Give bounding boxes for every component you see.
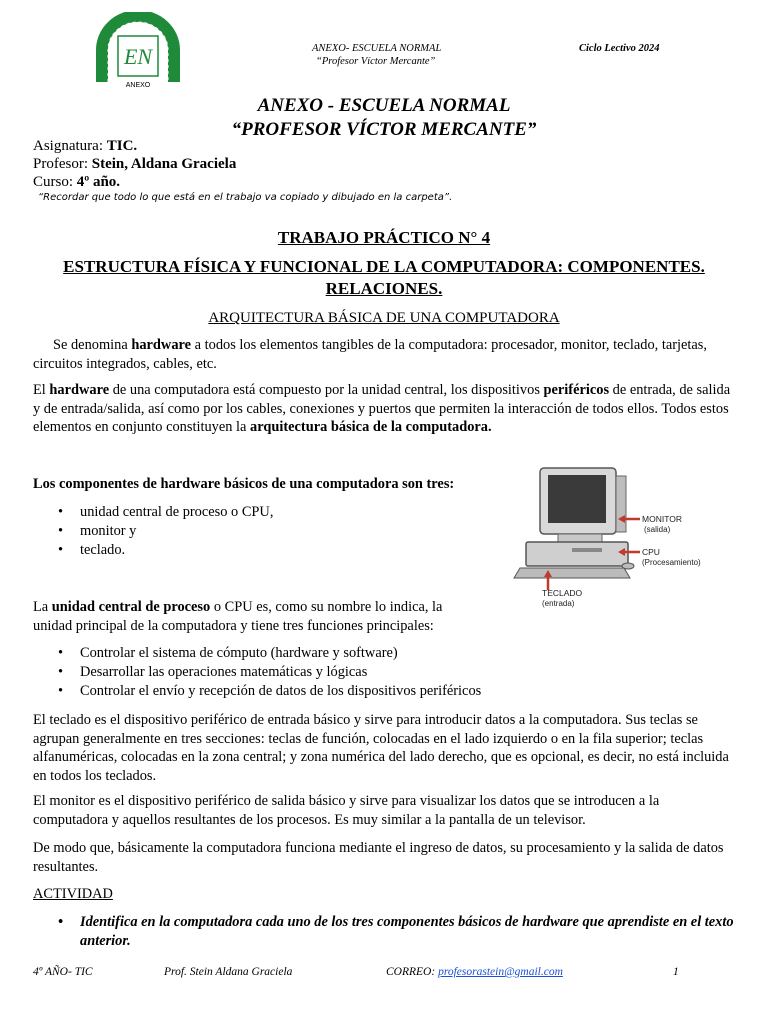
label-teclado: TECLADO bbox=[542, 588, 583, 598]
paragraph-monitor: El monitor es el dispositivo periférico de salida básico y sirve para visualizar los datos que se introducen a la computadora y aquellos resultantes de los procesos. Es muy similar a la pantalla de un televisor. bbox=[33, 793, 660, 828]
school-logo bbox=[92, 12, 184, 90]
computer-diagram bbox=[512, 462, 734, 614]
footer-course: 4º AÑO- TIC bbox=[33, 966, 93, 978]
components-list bbox=[58, 503, 273, 560]
logo-anexo: ANEXO bbox=[125, 82, 151, 89]
page-title-line1: ANEXO - ESCUELA NORMAL bbox=[257, 95, 511, 116]
list-item: • Controlar el envío y recepción de datos de los dispositivos periféricos bbox=[58, 682, 481, 701]
info-note: “Recordar que todo lo que está en el trabajo va copiado y dibujado en la carpeta”. bbox=[38, 192, 453, 203]
label-teclado-sub: (entrada) bbox=[542, 599, 575, 608]
list-item: • Identifica en la computadora cada uno de los tres componentes básicos de hardware que aprendiste en el texto anterior. bbox=[58, 913, 734, 951]
paragraph-cpu: La unidad central de proceso o CPU es, como su nombre lo indica, la unidad principal de la computadora y tiene tres funciones principales: bbox=[33, 599, 443, 634]
actividad-list bbox=[58, 913, 734, 951]
paragraph-keyboard: El teclado es el dispositivo periférico de entrada básico y sirve para introducir datos a la computadora. Sus teclas se agrupan generalmente en tres secciones: teclas de función, colocadas en el lado izquierdo o en la fila superior; teclas alfanuméricas, colocadas en la zona central; y zona numérica del lado derecho, que es opcional, es decir, no está incluida en todos los teclados. bbox=[33, 712, 729, 784]
paragraph-hardware-def: Se denomina hardware a todos los elementos tangibles de la computadora: procesador, monitor, teclado, tarjetas, circuitos integrados, cables, etc. bbox=[33, 337, 708, 372]
info-asignatura: Asignatura: TIC. bbox=[33, 138, 138, 154]
list-item: • monitor y bbox=[58, 522, 273, 541]
header-ciclo: Ciclo Lectivo 2024 bbox=[579, 43, 660, 54]
list-item: • teclado. bbox=[58, 541, 273, 560]
actividad-heading: ACTIVIDAD bbox=[33, 886, 113, 902]
list-item: • Desarrollar las operaciones matemáticas y lógicas bbox=[58, 663, 481, 682]
paragraph-hardware-composition: El hardware de una computadora está compuesto por la unidad central, los dispositivos periféricos de entrada, de salida y de entrada/salida, así como por los cables, conexiones y puertos que permiten la interacción de todos ellos. Todos estos elementos en conjunto constituyen la arquitectura básica de la computadora. bbox=[33, 382, 731, 435]
footer-correo: CORREO: profesorastein@gmail.com bbox=[386, 966, 563, 978]
logo-monogram: EN bbox=[123, 44, 153, 69]
header-school-line2: “Profesor Víctor Mercante” bbox=[316, 56, 436, 67]
info-profesor: Profesor: Stein, Aldana Graciela bbox=[33, 156, 237, 172]
label-monitor: MONITOR bbox=[642, 514, 682, 524]
footer-prof: Prof. Stein Aldana Graciela bbox=[164, 966, 293, 978]
info-curso: Curso: 4º año. bbox=[33, 174, 121, 190]
list-item: • Controlar el sistema de cómputo (hardware y software) bbox=[58, 644, 481, 663]
label-monitor-sub: (salida) bbox=[644, 525, 671, 534]
cpu-functions-list bbox=[58, 644, 481, 701]
footer-email-link[interactable]: profesorastein@gmail.com bbox=[438, 966, 563, 978]
components-heading: Los componentes de hardware básicos de una computadora son tres: bbox=[33, 476, 455, 492]
header-school-line1: ANEXO- ESCUELA NORMAL bbox=[312, 43, 442, 54]
list-item: • unidad central de proceso o CPU, bbox=[58, 503, 273, 522]
paragraph-summary: De modo que, básicamente la computadora funciona mediante el ingreso de datos, su procesamiento y la salida de datos resultantes. bbox=[33, 840, 724, 875]
label-cpu-sub: (Procesamiento) bbox=[642, 558, 701, 567]
page-title-line2: “PROFESOR VÍCTOR MERCANTE” bbox=[231, 119, 537, 140]
label-cpu: CPU bbox=[642, 547, 660, 557]
section-title: ARQUITECTURA BÁSICA DE UNA COMPUTADORA bbox=[208, 310, 560, 326]
footer-page-number: 1 bbox=[673, 966, 679, 978]
tp-title: TRABAJO PRÁCTICO N° 4 bbox=[277, 228, 491, 247]
tp-subtitle: ESTRUCTURA FÍSICA Y FUNCIONAL DE LA COMPUTADORA: COMPONENTES. RELACIONES. bbox=[63, 257, 705, 298]
